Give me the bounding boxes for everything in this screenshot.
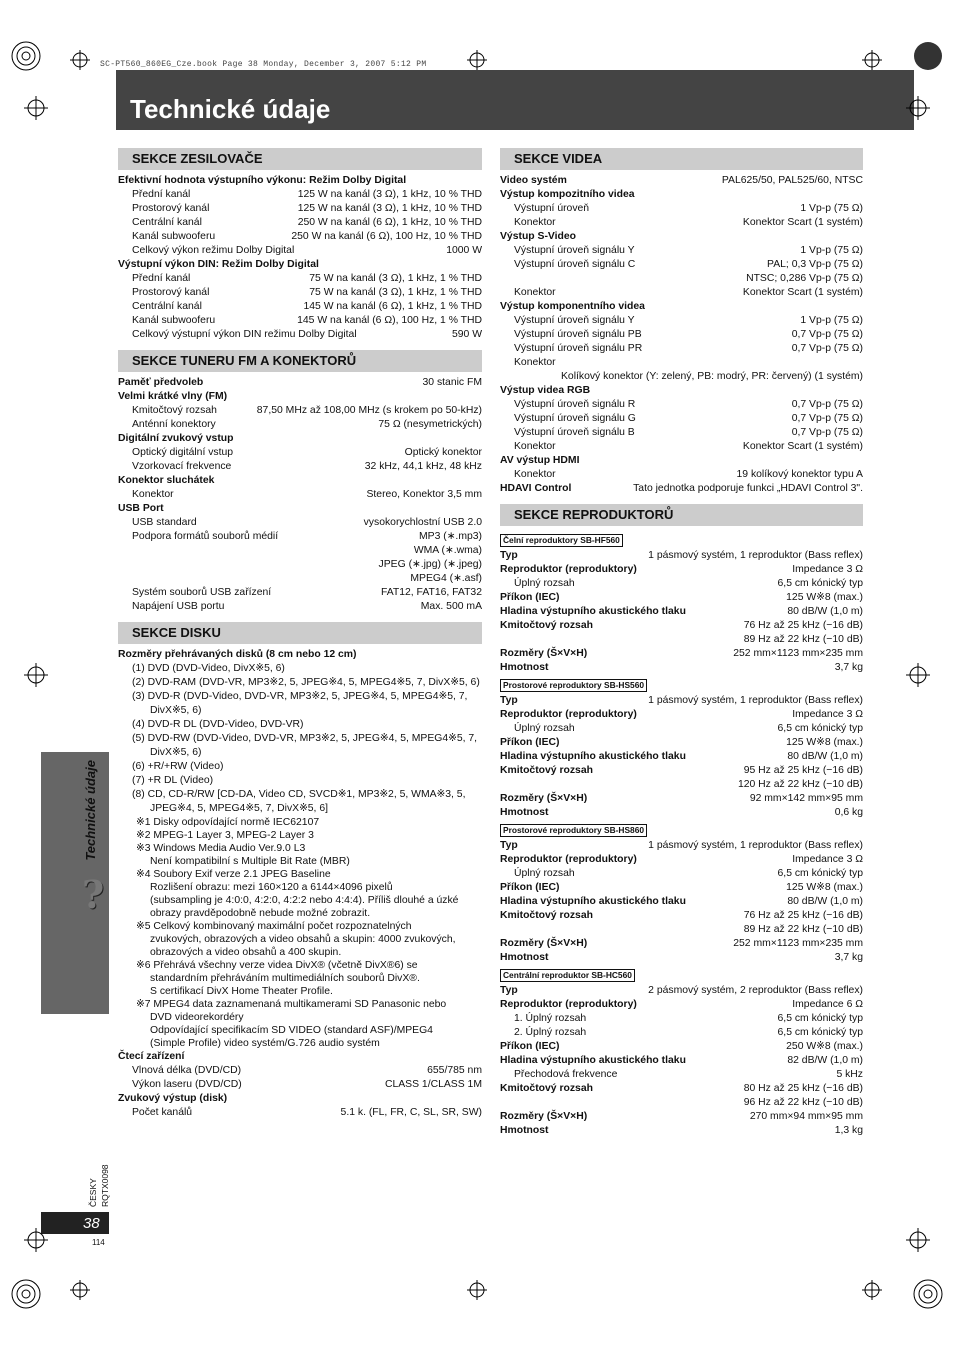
- spec-value: 1 Vp-p (75 Ω): [800, 245, 863, 256]
- spec-label: Digitální zvukový vstup: [118, 433, 234, 444]
- spec-label: Příkon (IEC): [500, 592, 560, 603]
- spec-value: 6,5 cm kónický typ: [777, 723, 863, 734]
- spec-value: MPEG4 (∗.asf): [410, 573, 482, 584]
- spec-label: Reproduktor (reproduktory): [500, 854, 637, 865]
- spec-label: JPEG※4, 5, MPEG4※5, 7, DivX※5, 6]: [150, 803, 329, 814]
- spec-value: 75 Ω (nesymetrických): [378, 419, 482, 430]
- spec-value: 76 Hz až 25 kHz (−16 dB): [743, 910, 863, 921]
- spec-label: Konektor: [514, 217, 556, 228]
- spec-label: Hladina výstupního akustického tlaku: [500, 1055, 686, 1066]
- spec-value: 1000 W: [446, 245, 482, 256]
- spec-label: Centrální kanál: [132, 217, 202, 228]
- footnote: S certifikací DivX Home Theater Profile.: [150, 986, 333, 997]
- spec-value: Konektor Scart (1 systém): [742, 287, 863, 298]
- spec-value: 32 kHz, 44,1 kHz, 48 kHz: [364, 461, 482, 472]
- spec-value: 1 Vp-p (75 Ω): [800, 315, 863, 326]
- spec-label: Výstup kompozitního videa: [500, 189, 635, 200]
- spec-value: JPEG (∗.jpg) (∗.jpeg): [378, 559, 482, 570]
- spec-label: Konektor: [514, 287, 556, 298]
- footnote: Odpovídající specifikacím SD VIDEO (standard ASF)/MPEG4: [150, 1025, 433, 1036]
- spec-label: Anténní konektory: [132, 419, 216, 430]
- spec-value: 87,50 MHz až 108,00 MHz (s krokem po 50-kHz): [256, 405, 482, 416]
- question-mark-icon: ?: [82, 872, 105, 917]
- spec-label: (3) DVD-R (DVD-Video, DVD-VR, MP3※2, 5, JPEG※4, 5, MPEG4※5, 7,: [132, 691, 468, 702]
- spec-label: Rozměry přehrávaných disků (8 cm nebo 12 cm): [118, 649, 357, 660]
- spec-label: Vlnová délka (DVD/CD): [132, 1065, 242, 1076]
- spec-label: Výkon laseru (DVD/CD): [132, 1079, 242, 1090]
- spec-label: Úplný rozsah: [514, 723, 575, 734]
- spec-label: Zvukový výstup (disk): [118, 1093, 228, 1104]
- footnote: ※1 Disky odpovídající normě IEC62107: [136, 817, 320, 828]
- spec-value: MP3 (∗.mp3): [419, 531, 482, 542]
- spec-label: Konektor sluchátek: [118, 475, 215, 486]
- page-title: Technické údaje: [130, 94, 331, 124]
- spec-value: 76 Hz až 25 kHz (−16 dB): [743, 620, 863, 631]
- spec-label: Výstupní úroveň signálu B: [514, 427, 635, 438]
- spec-value: Tato jednotka podporuje funkci „HDAVI Control 3".: [633, 483, 863, 494]
- footnote: ※3 Windows Media Audio Ver.9.0 L3: [136, 843, 306, 854]
- spec-label: Reproduktor (reproduktory): [500, 999, 637, 1010]
- spec-value: 252 mm×1123 mm×235 mm: [733, 938, 863, 949]
- spec-value: 89 Hz až 22 kHz (−10 dB): [743, 634, 863, 645]
- spec-value: 1 pásmový systém, 1 reproduktor (Bass reflex): [648, 840, 863, 851]
- footnote: ※7 MPEG4 data zaznamenaná multikamerami SD Panasonic nebo: [136, 999, 447, 1010]
- spec-value: 125 W※8 (max.): [786, 737, 863, 748]
- page-small-number: 114: [92, 1238, 105, 1247]
- spec-label: (5) DVD-RW (DVD-Video, DVD-VR, MP3※2, 5, JPEG※4, 5, MPEG4※5, 7,: [132, 733, 478, 744]
- spec-label: DivX※5, 6): [150, 705, 202, 716]
- spec-label: USB Port: [118, 503, 164, 514]
- crosshair-icon: [24, 50, 930, 1300]
- spec-label: Reproduktor (reproduktory): [500, 564, 637, 575]
- spec-value: 75 W na kanál (3 Ω), 1 kHz, 1 % THD: [309, 273, 482, 284]
- spec-label: (8) CD, CD-R/RW [CD-DA, Video CD, SVCD※1, MP3※2, 5, WMA※3, 5,: [132, 789, 466, 800]
- spec-label: Výstupní úroveň signálu Y: [514, 245, 635, 256]
- footnote: zvukových, obrazových a video obsahů a skupin: 4000 zvukových,: [150, 934, 456, 945]
- section-header: SEKCE DISKU: [118, 622, 482, 644]
- footnote: (subsampling je 4:0:0, 4:2:0, 4:2:2 nebo 4:4:4). Příliš dlouhé a úzké: [150, 895, 459, 906]
- spec-value: 2 pásmový systém, 2 reproduktor (Bass reflex): [648, 985, 863, 996]
- spec-label: Výstupní úroveň signálu R: [514, 399, 636, 410]
- spec-value: 0,7 Vp-p (75 Ω): [791, 399, 863, 410]
- spec-value: 120 Hz až 22 kHz (−10 dB): [737, 779, 863, 790]
- spec-label: Systém souborů USB zařízení: [132, 587, 272, 598]
- spec-label: HDAVI Control: [500, 483, 572, 494]
- model-code-label: RQTX0098: [100, 1164, 110, 1207]
- spec-label: (7) +R DL (Video): [132, 775, 214, 786]
- spec-label: Typ: [500, 985, 518, 996]
- spec-value: 125 W na kanál (3 Ω), 1 kHz, 10 % THD: [297, 189, 482, 200]
- spec-label: Rozměry (Š×V×H): [500, 1111, 588, 1122]
- spec-value: 6,5 cm kónický typ: [777, 868, 863, 879]
- spec-value: 0,7 Vp-p (75 Ω): [791, 413, 863, 424]
- spec-value: NTSC; 0,286 Vp-p (75 Ω): [746, 273, 863, 284]
- spec-value: 655/785 nm: [427, 1065, 482, 1076]
- spec-label: Příkon (IEC): [500, 1041, 560, 1052]
- footnote: standardním přehráváním multimediálních souborů DivX®.: [150, 973, 420, 984]
- side-label-text: Technické údaje: [83, 760, 98, 861]
- spec-value: Konektor Scart (1 systém): [742, 217, 863, 228]
- spec-value: 0,7 Vp-p (75 Ω): [791, 329, 863, 340]
- spec-value: 590 W: [451, 329, 482, 340]
- spec-value: Impedance 6 Ω: [792, 999, 863, 1010]
- spec-label: (6) +R/+RW (Video): [132, 761, 224, 772]
- spec-label: Konektor: [514, 357, 556, 368]
- target-icon: [12, 42, 942, 1308]
- spec-label: Přední kanál: [132, 189, 191, 200]
- spec-label: Výstup komponentního videa: [500, 301, 645, 312]
- spec-label: Velmi krátké vlny (FM): [118, 391, 228, 402]
- footnote: ※2 MPEG-1 Layer 3, MPEG-2 Layer 3: [136, 830, 314, 841]
- spec-label: Konektor: [514, 469, 556, 480]
- spec-label: Příkon (IEC): [500, 737, 560, 748]
- spec-label: Optický digitální vstup: [132, 447, 234, 458]
- spec-value: 1 Vp-p (75 Ω): [800, 203, 863, 214]
- spec-value: 270 mm×94 mm×95 mm: [749, 1111, 863, 1122]
- footnote: ※6 Přehrává všechny verze videa DivX® (včetně DivX®6) se: [136, 960, 418, 971]
- spec-label: Kanál subwooferu: [132, 231, 216, 242]
- spec-label: 2. Úplný rozsah: [514, 1027, 587, 1038]
- spec-label: Výstup S-Video: [500, 231, 577, 242]
- spec-value: 6,5 cm kónický typ: [777, 578, 863, 589]
- spec-value: 6,5 cm kónický typ: [777, 1013, 863, 1024]
- language-label: ČESKY: [88, 1178, 98, 1207]
- spec-label: Kanál subwooferu: [132, 315, 216, 326]
- spec-value: Optický konektor: [404, 447, 482, 458]
- spec-label: Počet kanálů: [132, 1107, 193, 1118]
- spec-label: DivX※5, 6): [150, 747, 202, 758]
- spec-value: 80 dB/W (1,0 m): [787, 606, 863, 617]
- spec-label: Reproduktor (reproduktory): [500, 709, 637, 720]
- footnote: Rozlišení obrazu: mezi 160×120 a 6144×4096 pixelů: [150, 882, 393, 893]
- spec-label: Hmotnost: [500, 1125, 549, 1136]
- spec-label: Kmitočtový rozsah: [500, 1083, 593, 1094]
- spec-label: Hladina výstupního akustického tlaku: [500, 751, 686, 762]
- section-header: SEKCE TUNERU FM A KONEKTORŮ: [118, 350, 482, 372]
- section-header: SEKCE ZESILOVAČE: [118, 148, 482, 170]
- spec-value: 30 stanic FM: [422, 377, 482, 388]
- footnote: ※5 Celkový kombinovaný maximální počet rozpoznatelných: [136, 921, 412, 932]
- spec-label: Podpora formátů souborů médií: [132, 531, 279, 542]
- spec-label: 1. Úplný rozsah: [514, 1013, 587, 1024]
- spec-value: 145 W na kanál (6 Ω), 100 Hz, 1 % THD: [297, 315, 482, 326]
- spec-value: Impedance 3 Ω: [792, 564, 863, 575]
- spec-label: Prostorový kanál: [132, 287, 210, 298]
- spec-label: Přechodová frekvence: [514, 1069, 618, 1080]
- spec-value: 1 pásmový systém, 1 reproduktor (Bass reflex): [648, 550, 863, 561]
- spec-label: Hmotnost: [500, 807, 549, 818]
- spec-value: 89 Hz až 22 kHz (−10 dB): [743, 924, 863, 935]
- spec-label: Vzorkovací frekvence: [132, 461, 232, 472]
- speaker-model-label: Čelní reproduktory SB-HF560: [500, 534, 623, 547]
- speaker-model-label: Prostorové reproduktory SB-HS560: [500, 679, 647, 692]
- spec-value: 19 kolíkový konektor typu A: [736, 469, 863, 480]
- section-header: SEKCE REPRODUKTORŮ: [500, 504, 863, 526]
- spec-label: Příkon (IEC): [500, 882, 560, 893]
- solid-target-icon: [914, 42, 942, 70]
- spec-value: Impedance 3 Ω: [792, 854, 863, 865]
- spec-value: 250 W na kanál (6 Ω), 1 kHz, 10 % THD: [297, 217, 482, 228]
- spec-value: FAT12, FAT16, FAT32: [380, 587, 482, 598]
- spec-label: Napájení USB portu: [132, 601, 225, 612]
- spec-label: Kmitočtový rozsah: [132, 405, 217, 416]
- spec-label: Úplný rozsah: [514, 578, 575, 589]
- spec-label: Prostorový kanál: [132, 203, 210, 214]
- spec-label: Výstupní úroveň signálu PB: [514, 329, 642, 340]
- spec-label: Konektor: [514, 441, 556, 452]
- spec-value: Stereo, Konektor 3,5 mm: [366, 489, 482, 500]
- footnote: obrazových a video obsahů a 400 skupin.: [150, 947, 342, 958]
- spec-label: Výstupní úroveň signálu C: [514, 259, 636, 270]
- spec-value: Kolíkový konektor (Y: zelený, PB: modrý, PR: červený) (1 systém): [560, 371, 863, 382]
- spec-label: (4) DVD-R DL (DVD-Video, DVD-VR): [132, 719, 304, 730]
- spec-label: (1) DVD (DVD-Video, DivX※5, 6): [132, 663, 285, 674]
- spec-label: Hladina výstupního akustického tlaku: [500, 606, 686, 617]
- spec-value: 95 Hz až 25 kHz (−16 dB): [743, 765, 863, 776]
- spec-label: Konektor: [132, 489, 174, 500]
- spec-value: 125 W na kanál (3 Ω), 1 kHz, 10 % THD: [297, 203, 482, 214]
- spec-label: Hmotnost: [500, 952, 549, 963]
- spec-label: Výstup videa RGB: [500, 385, 591, 396]
- spec-value: 80 dB/W (1,0 m): [787, 896, 863, 907]
- spec-value: PAL625/50, PAL525/60, NTSC: [721, 175, 863, 186]
- spec-label: Přední kanál: [132, 273, 191, 284]
- spec-label: Výstupní úroveň signálu G: [514, 413, 636, 424]
- spec-value: 92 mm×142 mm×95 mm: [749, 793, 863, 804]
- spec-value: WMA (∗.wma): [413, 545, 482, 556]
- footnote: ※4 Soubory Exif verze 2.1 JPEG Baseline: [136, 869, 331, 880]
- spec-value: 82 dB/W (1,0 m): [787, 1055, 863, 1066]
- spec-label: Typ: [500, 550, 518, 561]
- spec-value: Max. 500 mA: [420, 601, 482, 612]
- spec-label: Rozměry (Š×V×H): [500, 648, 588, 659]
- spec-value: 250 W※8 (max.): [786, 1041, 863, 1052]
- spec-value: vysokorychlostní USB 2.0: [363, 517, 482, 528]
- spec-value: Impedance 3 Ω: [792, 709, 863, 720]
- spec-label: AV výstup HDMI: [500, 455, 580, 466]
- spec-label: Kmitočtový rozsah: [500, 620, 593, 631]
- spec-value: 80 dB/W (1,0 m): [787, 751, 863, 762]
- spec-label: (2) DVD-RAM (DVD-VR, MP3※2, 5, JPEG※4, 5, MPEG4※5, 7, DivX※5, 6): [132, 677, 480, 688]
- spec-label: Centrální kanál: [132, 301, 202, 312]
- spec-label: Rozměry (Š×V×H): [500, 793, 588, 804]
- footnote: obrazy pravděpodobně nebude možné zobrazit.: [150, 908, 371, 919]
- spec-value: 125 W※8 (max.): [786, 592, 863, 603]
- spec-value: 96 Hz až 22 kHz (−10 dB): [743, 1097, 863, 1108]
- footnote: Není kompatibilní s Multiple Bit Rate (MBR): [150, 856, 350, 867]
- spec-label: Kmitočtový rozsah: [500, 910, 593, 921]
- spec-label: Video systém: [500, 175, 567, 186]
- spec-value: 125 W※8 (max.): [786, 882, 863, 893]
- spec-label: Výstupní výkon DIN: Režim Dolby Digital: [118, 259, 319, 270]
- file-header-line: SC-PT560_860EG_Cze.book Page 38 Monday, December 3, 2007 5:12 PM: [100, 60, 427, 69]
- speaker-model-label: Centrální reproduktor SB-HC560: [500, 969, 635, 982]
- spec-label: Výstupní úroveň signálu Y: [514, 315, 635, 326]
- section-header: SEKCE VIDEA: [500, 148, 863, 170]
- spec-label: Typ: [500, 840, 518, 851]
- spec-value: 1 pásmový systém, 1 reproduktor (Bass reflex): [648, 695, 863, 706]
- spec-value: CLASS 1/CLASS 1M: [384, 1079, 482, 1090]
- spec-value: 0,7 Vp-p (75 Ω): [791, 427, 863, 438]
- spec-label: Hmotnost: [500, 662, 549, 673]
- spec-label: Úplný rozsah: [514, 868, 575, 879]
- spec-label: Paměť předvoleb: [118, 377, 204, 388]
- spec-value: 3,7 kg: [834, 662, 863, 673]
- spec-label: Kmitočtový rozsah: [500, 765, 593, 776]
- page-number: 38: [83, 1215, 100, 1232]
- spec-label: Výstupní úroveň: [514, 203, 590, 214]
- spec-value: 5 kHz: [836, 1069, 863, 1080]
- spec-label: Typ: [500, 695, 518, 706]
- spec-value: 5.1 k. (FL, FR, C, SL, SR, SW): [340, 1107, 482, 1118]
- footnote: (Simple Profile) video systém/G.726 audio systém: [150, 1038, 380, 1049]
- spec-label: Výstupní úroveň signálu PR: [514, 343, 643, 354]
- spec-value: 3,7 kg: [834, 952, 863, 963]
- spec-value: Konektor Scart (1 systém): [742, 441, 863, 452]
- spec-value: 0,7 Vp-p (75 Ω): [791, 343, 863, 354]
- speaker-model-label: Prostorové reproduktory SB-HS860: [500, 824, 647, 837]
- spec-value: 75 W na kanál (3 Ω), 1 kHz, 1 % THD: [309, 287, 482, 298]
- spec-value: 1,3 kg: [834, 1125, 863, 1136]
- spec-label: Celkový výstupní výkon DIN režimu Dolby Digital: [132, 329, 357, 340]
- spec-label: Celkový výkon režimu Dolby Digital: [132, 245, 295, 256]
- spec-value: 0,6 kg: [834, 807, 863, 818]
- spec-value: 252 mm×1123 mm×235 mm: [733, 648, 863, 659]
- spec-label: Efektivní hodnota výstupního výkonu: Režim Dolby Digital: [118, 175, 407, 186]
- spec-value: 250 W na kanál (6 Ω), 100 Hz, 10 % THD: [291, 231, 482, 242]
- spec-value: PAL; 0,3 Vp-p (75 Ω): [767, 259, 863, 270]
- spec-label: USB standard: [132, 517, 197, 528]
- footnote: DVD videorekordéry: [150, 1012, 244, 1023]
- spec-label: Hladina výstupního akustického tlaku: [500, 896, 686, 907]
- spec-label: Rozměry (Š×V×H): [500, 938, 588, 949]
- spec-value: 80 Hz až 25 kHz (−16 dB): [743, 1083, 863, 1094]
- spec-value: 6,5 cm kónický typ: [777, 1027, 863, 1038]
- spec-value: 145 W na kanál (6 Ω), 1 kHz, 1 % THD: [303, 301, 482, 312]
- spec-label: Čtecí zařízení: [118, 1051, 185, 1062]
